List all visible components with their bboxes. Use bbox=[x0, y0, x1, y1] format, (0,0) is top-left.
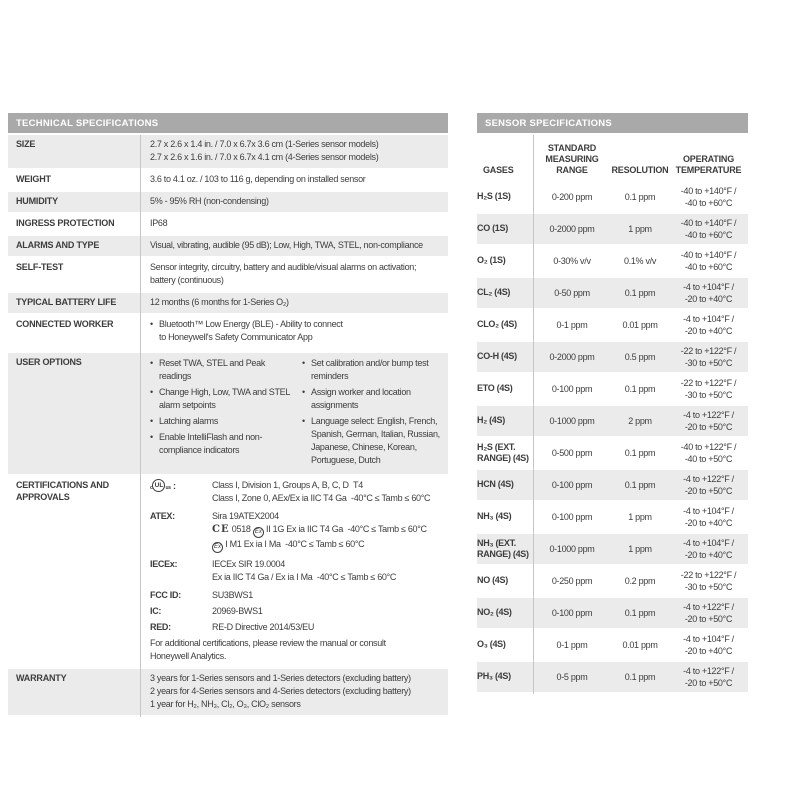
resolution: 0.1% v/v bbox=[623, 256, 657, 266]
cert-fcc: FCC ID: SU3BWS1 bbox=[150, 590, 253, 600]
row-label: USER OPTIONS bbox=[16, 357, 82, 367]
header-operating-temperature: OPERATING TEMPERATURE bbox=[675, 154, 742, 175]
spec-row-connected-worker bbox=[8, 315, 448, 353]
row-label: INGRESS PROTECTION bbox=[16, 218, 115, 228]
sensor-row-h2-4s bbox=[477, 406, 748, 438]
row-value: IP68 bbox=[150, 218, 168, 228]
sensor-row-cl2-4s bbox=[477, 278, 748, 310]
row-value: Visual, vibrating, audible (95 dB); Low, High, TWA, STEL, non-compliance bbox=[150, 240, 423, 250]
resolution: 0.1 ppm bbox=[624, 384, 656, 394]
bullet-icon: • bbox=[302, 358, 305, 368]
spec-row-humidity bbox=[8, 192, 448, 214]
user-options-column-1 bbox=[150, 357, 292, 470]
measuring-range: 0-5 ppm bbox=[556, 672, 588, 682]
resolution: 0.1 ppm bbox=[624, 192, 656, 202]
cert-culus: c UL us : Class I, Division 1, Groups A, B, C, D T4 Class I, Zone 0, AEx/Ex ia IIC T4 Ga -40°C ≤ Tamb ≤ 60°C bbox=[150, 480, 431, 503]
row-label: CONNECTED WORKER bbox=[16, 319, 114, 329]
spec-row-user-options bbox=[8, 353, 448, 476]
row-label: TYPICAL BATTERY LIFE bbox=[16, 297, 117, 307]
measuring-range: 0-100 ppm bbox=[551, 608, 593, 618]
row-label: WEIGHT bbox=[16, 174, 51, 184]
measuring-range: 0-2000 ppm bbox=[549, 352, 595, 362]
bullet-point: • Reset TWA, STEL and Peak readings bbox=[150, 358, 266, 381]
measuring-range: 0-500 ppm bbox=[551, 448, 593, 458]
atex-ex-icon: Ex bbox=[212, 542, 223, 553]
operating-temperature: -40 to +140°F / -40 to +60°C bbox=[680, 218, 737, 240]
sensor-row-co-1s bbox=[477, 214, 748, 246]
bullet-point: • Assign worker and location assignments bbox=[302, 387, 411, 410]
measuring-range: 0-1 ppm bbox=[556, 320, 588, 330]
atex-ex-icon: Ex bbox=[253, 527, 264, 538]
gas-name: NH₃ (4S) bbox=[477, 511, 512, 522]
sensor-row-hcn-4s bbox=[477, 470, 748, 502]
gas-name: CO (1S) bbox=[477, 223, 508, 234]
column-divider bbox=[533, 135, 534, 694]
spec-row-warranty bbox=[8, 669, 448, 717]
sensor-row-h2s-1s bbox=[477, 182, 748, 214]
gas-name: PH₃ (4S) bbox=[477, 671, 511, 682]
row-value: 2.7 x 2.6 x 1.4 in. / 7.0 x 6.7x 3.6 cm (1-Series sensor models) 2.7 x 2.6 x 1.6 in. / 7.0 x 6.7x 4.1 cm (4-Series sensor models) bbox=[150, 139, 379, 162]
resolution: 0.5 ppm bbox=[624, 352, 656, 362]
operating-temperature: -22 to +122°F / -30 to +50°C bbox=[680, 378, 737, 400]
cert-ic: IC: 20969-BWS1 bbox=[150, 606, 263, 616]
gas-name: CLO₂ (4S) bbox=[477, 319, 517, 330]
row-value: 5% - 95% RH (non-condensing) bbox=[150, 196, 269, 206]
row-label: CERTIFICATIONS AND APPROVALS bbox=[16, 480, 109, 502]
row-label: ALARMS AND TYPE bbox=[16, 240, 100, 250]
spec-row-size bbox=[8, 135, 448, 170]
operating-temperature: -4 to +122°F / -20 to +50°C bbox=[683, 474, 734, 496]
ce-mark-icon: CE bbox=[212, 524, 230, 535]
operating-temperature: -4 to +104°F / -20 to +40°C bbox=[683, 634, 734, 656]
bullet-point: • Bluetooth™ Low Energy (BLE) - Ability to connect to Honeywell's Safety Communicator App bbox=[150, 319, 343, 342]
gas-name: H₂S (EXT. RANGE) (4S) bbox=[477, 441, 529, 463]
bullet-icon: • bbox=[150, 387, 153, 397]
sensor-row-eto-4s bbox=[477, 374, 748, 406]
gas-name: H₂S (1S) bbox=[477, 191, 511, 202]
operating-temperature: -4 to +104°F / -20 to +40°C bbox=[683, 314, 734, 336]
operating-temperature: -40 to +140°F / -40 to +60°C bbox=[680, 250, 737, 272]
operating-temperature: -22 to +122°F / -30 to +50°C bbox=[680, 570, 737, 592]
gas-name: HCN (4S) bbox=[477, 479, 514, 490]
measuring-range: 0-1 ppm bbox=[556, 640, 588, 650]
bullet-icon: • bbox=[150, 319, 153, 329]
gas-name: CL₂ (4S) bbox=[477, 287, 511, 298]
measuring-range: 0-1000 ppm bbox=[549, 544, 595, 554]
operating-temperature: -40 to +140°F / -40 to +60°C bbox=[680, 186, 737, 208]
resolution: 2 ppm bbox=[628, 416, 652, 426]
sensor-row-no2-4s bbox=[477, 598, 748, 630]
sensor-row-nh3-4s bbox=[477, 502, 748, 534]
technical-specifications-title: TECHNICAL SPECIFICATIONS bbox=[8, 113, 448, 133]
row-value bbox=[140, 353, 448, 474]
resolution: 0.01 ppm bbox=[622, 320, 658, 330]
resolution: 0.1 ppm bbox=[624, 608, 656, 618]
bullet-point: • Change High, Low, TWA and STEL alarm setpoints bbox=[150, 387, 290, 410]
row-label: HUMIDITY bbox=[16, 196, 58, 206]
cert-red: RED: RE-D Directive 2014/53/EU bbox=[150, 622, 315, 632]
bullet-point: • Set calibration and/or bump test reminders bbox=[302, 358, 429, 381]
sensor-row-nh3-ext-range-4s bbox=[477, 534, 748, 566]
row-value: Sensor integrity, circuitry, battery and audible/visual alarms on activation; battery (continuous) bbox=[150, 262, 417, 285]
bullet-icon: • bbox=[150, 358, 153, 368]
resolution: 0.01 ppm bbox=[622, 640, 658, 650]
row-value: 12 months (6 months for 1-Series O₂) bbox=[150, 297, 289, 307]
resolution: 0.1 ppm bbox=[624, 448, 656, 458]
operating-temperature: -22 to +122°F / -30 to +50°C bbox=[680, 346, 737, 368]
gas-name: NO₂ (4S) bbox=[477, 607, 512, 618]
spec-row-alarms-and-type bbox=[8, 236, 448, 258]
measuring-range: 0-250 ppm bbox=[551, 576, 593, 586]
measuring-range: 0-30% v/v bbox=[553, 256, 591, 266]
certifications-note: For additional certifications, please review the manual or consult Honeywell Analytics. bbox=[150, 638, 386, 661]
sensor-row-h2s-ext-range-4s bbox=[477, 438, 748, 470]
measuring-range: 0-200 ppm bbox=[551, 192, 593, 202]
measuring-range: 0-100 ppm bbox=[551, 384, 593, 394]
bullet-icon: • bbox=[302, 387, 305, 397]
measuring-range: 0-50 ppm bbox=[554, 288, 590, 298]
sensor-specifications-title: SENSOR SPECIFICATIONS bbox=[477, 113, 748, 133]
operating-temperature: -4 to +104°F / -20 to +40°C bbox=[683, 506, 734, 528]
sensor-row-ph3-4s bbox=[477, 662, 748, 694]
cert-atex: ATEX: Sira 19ATEX2004 CE 0518 Ex II 1G Ex ia IIC T4 Ga -40°C ≤ Tamb ≤ 60°C Ex I M1 Ex ia I Ma -40°C ≤ Tamb ≤ 60°C bbox=[150, 510, 444, 553]
sensor-table-header bbox=[477, 135, 748, 182]
header-resolution: RESOLUTION bbox=[611, 165, 669, 175]
row-label: SIZE bbox=[16, 139, 36, 149]
resolution: 0.1 ppm bbox=[624, 288, 656, 298]
row-value: 3.6 to 4.1 oz. / 103 to 116 g, depending on installed sensor bbox=[150, 174, 366, 184]
row-value bbox=[140, 315, 448, 351]
sensor-row-co-h-4s bbox=[477, 342, 748, 374]
measuring-range: 0-1000 ppm bbox=[549, 416, 595, 426]
measuring-range: 0-100 ppm bbox=[551, 512, 593, 522]
spec-row-self-test bbox=[8, 258, 448, 293]
culus-certification-icon: c UL us bbox=[150, 479, 171, 492]
sensor-row-clo2-4s bbox=[477, 310, 748, 342]
operating-temperature: -4 to +122°F / -20 to +50°C bbox=[683, 602, 734, 624]
sensor-row-o2-1s bbox=[477, 246, 748, 278]
bullet-icon: • bbox=[302, 416, 305, 426]
gas-name: NH₃ (EXT. RANGE) (4S) bbox=[477, 537, 529, 559]
operating-temperature: -4 to +122°F / -20 to +50°C bbox=[683, 410, 734, 432]
header-standard-measuring-range: STANDARD MEASURING RANGE bbox=[545, 143, 599, 175]
operating-temperature: -4 to +104°F / -20 to +40°C bbox=[683, 282, 734, 304]
resolution: 1 ppm bbox=[628, 224, 652, 234]
sensor-row-o3-4s bbox=[477, 630, 748, 662]
resolution: 1 ppm bbox=[628, 544, 652, 554]
gas-name: O₂ (1S) bbox=[477, 255, 506, 266]
measuring-range: 0-2000 ppm bbox=[549, 224, 595, 234]
row-label: SELF-TEST bbox=[16, 262, 64, 272]
operating-temperature: -4 to +122°F / -20 to +50°C bbox=[683, 666, 734, 688]
spec-row-typical-battery-life bbox=[8, 293, 448, 315]
gas-name: NO (4S) bbox=[477, 575, 508, 586]
bullet-point: • Language select: English, French, Spanish, German, Italian, Russian, Japanese, Chinese, Korean, Portuguese, Dutch bbox=[302, 416, 440, 465]
resolution: 0.1 ppm bbox=[624, 480, 656, 490]
resolution: 0.1 ppm bbox=[624, 672, 656, 682]
spec-row-certifications bbox=[8, 476, 448, 669]
user-options-column-2 bbox=[302, 357, 444, 470]
row-value: 3 years for 1-Series sensors and 1-Series detectors (excluding battery) 2 years for 4-Series sensors and 4-Series detectors (excluding battery) 1 year for H₂, NH₃, Cl₂, O₃, ClO₂ sensors bbox=[150, 673, 411, 709]
bullet-icon: • bbox=[150, 432, 153, 442]
sensor-specifications-table bbox=[477, 113, 748, 694]
measuring-range: 0-100 ppm bbox=[551, 480, 593, 490]
row-value bbox=[140, 476, 448, 667]
column-divider bbox=[140, 135, 141, 717]
gas-name: O₃ (4S) bbox=[477, 639, 506, 650]
row-label: WARRANTY bbox=[16, 673, 67, 683]
bullet-point: • Latching alarms bbox=[150, 416, 219, 426]
resolution: 0.2 ppm bbox=[624, 576, 656, 586]
spec-row-weight bbox=[8, 170, 448, 192]
operating-temperature: -4 to +104°F / -20 to +40°C bbox=[683, 538, 734, 560]
gas-name: H₂ (4S) bbox=[477, 415, 505, 426]
cert-iecex: IECEx: IECEx SIR 19.0004 Ex ia IIC T4 Ga / Ex ia I Ma -40°C ≤ Tamb ≤ 60°C bbox=[150, 559, 397, 582]
gas-name: CO-H (4S) bbox=[477, 351, 517, 362]
gas-name: ETO (4S) bbox=[477, 383, 513, 394]
sensor-row-no-4s bbox=[477, 566, 748, 598]
technical-specifications-table bbox=[8, 113, 448, 717]
bullet-icon: • bbox=[150, 416, 153, 426]
bullet-point: • Enable IntelliFlash and non-compliance indicators bbox=[150, 432, 263, 455]
resolution: 1 ppm bbox=[628, 512, 652, 522]
operating-temperature: -40 to +122°F / -40 to +50°C bbox=[680, 442, 737, 464]
header-gases: GASES bbox=[483, 165, 514, 175]
spec-row-ingress-protection bbox=[8, 214, 448, 236]
